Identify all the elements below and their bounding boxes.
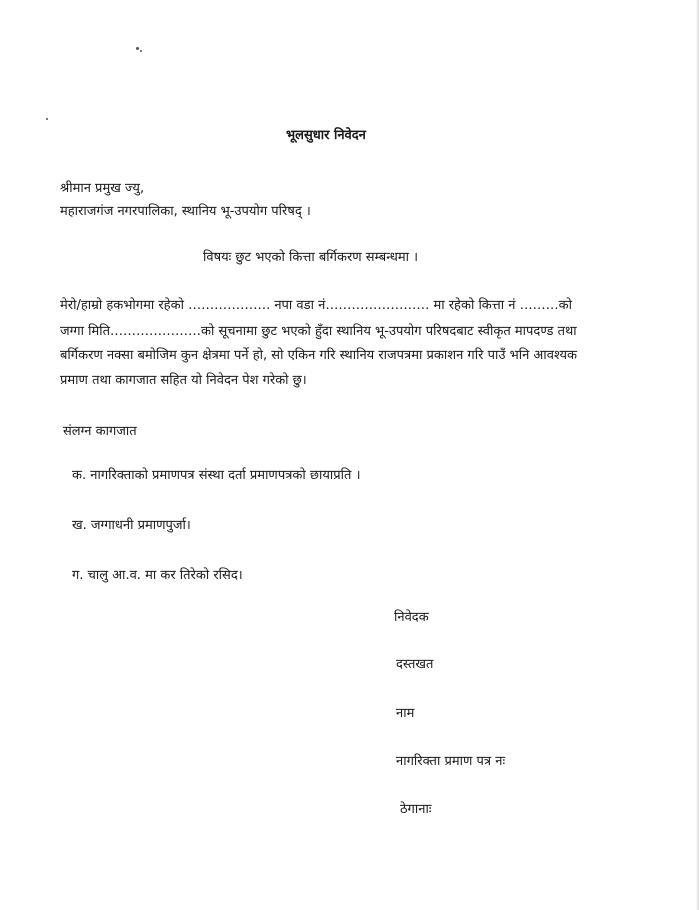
document-title: भूलसुधार निवेदन xyxy=(286,128,366,143)
attachment-item: ग. चालु आ.व. मा कर तिरेको रसिद। xyxy=(72,568,243,583)
attachment-item: क. नागरिक्ताको प्रमाणपत्र संस्था दर्ता प्रमाणपत्रको छायाप्रति । xyxy=(72,468,361,483)
citizenship-number-label: नागरिक्ता प्रमाण पत्र नः xyxy=(396,754,506,769)
addressee: महाराजगंज नगरपालिका, स्थानिय भू-उपयोग परिषद् । xyxy=(60,204,311,219)
body-line: प्रमाण तथा कागजात सहित यो निवेदन पेश गरेको छु। xyxy=(60,373,307,388)
attachment-item: ख. जग्गाधनी प्रमाणपुर्जा। xyxy=(72,518,191,533)
address-label: ठेगानाः xyxy=(400,802,432,817)
attachments-heading: संलग्न कागजात xyxy=(63,424,137,439)
salutation: श्रीमान प्रमुख ज्यु, xyxy=(60,181,145,196)
body-line: मेरो/हाम्रो हकभोगमा रहेको ………………. नपा वडा नं…………………… मा रहेको कित्ता नं ………को xyxy=(60,298,572,313)
scan-speck xyxy=(136,47,139,50)
name-label: नाम xyxy=(396,706,415,721)
scan-speck xyxy=(46,118,48,120)
subject-line: विषयः छुट भएको कित्ता बर्गिकरण सम्बन्धमा । xyxy=(203,250,419,265)
scan-speck xyxy=(140,50,142,52)
body-line: जग्गा मिति…………………को सूचनामा छुट भएको हुँदा स्थानिय भू-उपयोग परिषदबाट स्वीकृत मापदण्ड तथा xyxy=(60,324,577,339)
body-line: बर्गिकरण नक्सा बमोजिम कुन क्षेत्रमा पर्ने हो, सो एकिन गरि स्थानिय राजपत्रमा प्रकाशन गरि पाउँ भनि आवश्यक xyxy=(60,348,577,363)
applicant-heading: निवेदक xyxy=(394,610,429,625)
signature-label: दस्तखत xyxy=(396,657,434,672)
